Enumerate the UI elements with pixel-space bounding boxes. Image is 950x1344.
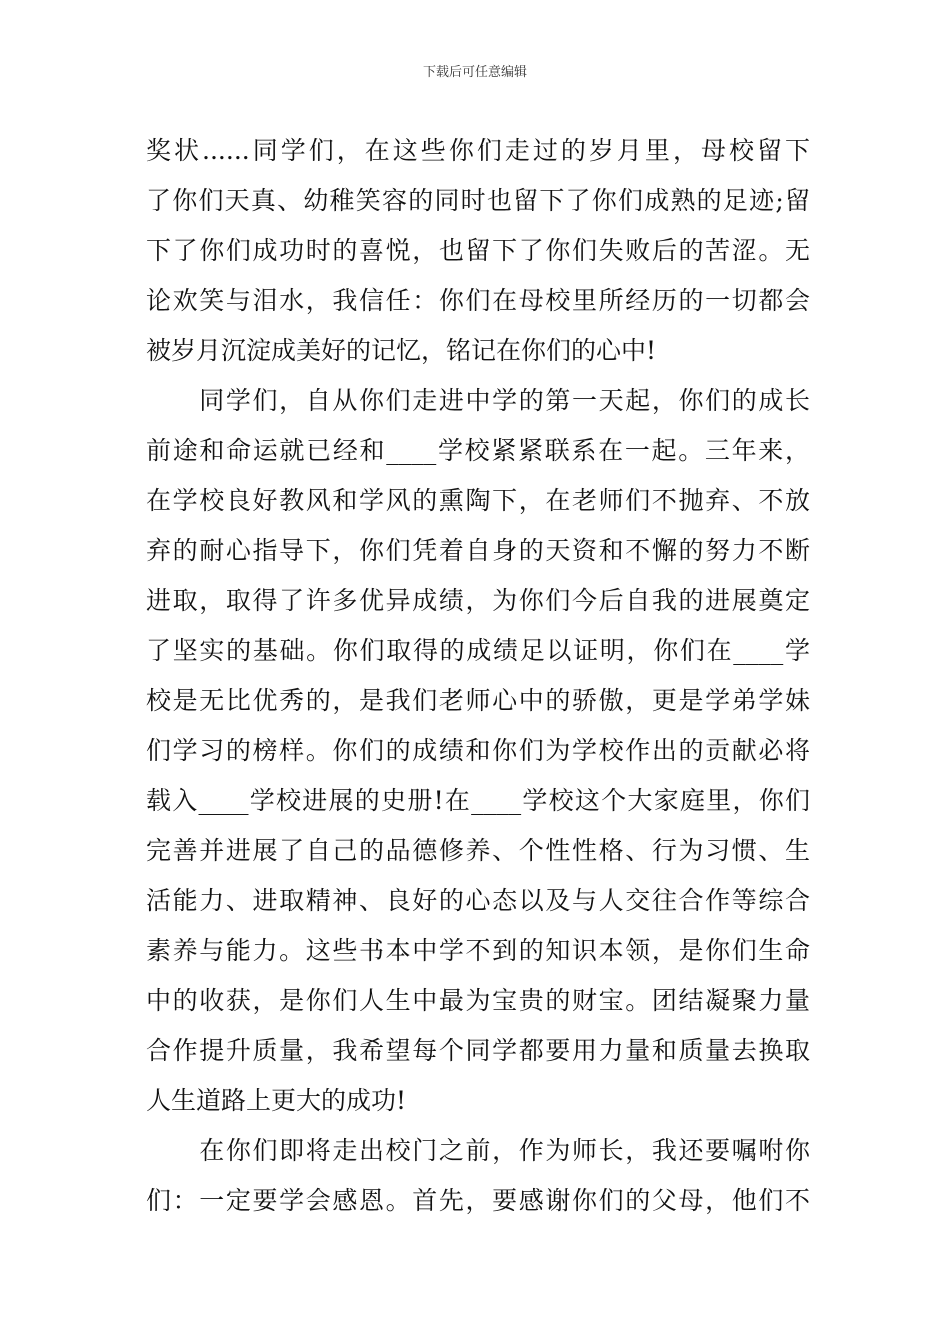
text-line: 完善并进展了自己的品德修养、个性性格、行为习惯、生 [146,836,810,865]
text-line: 下了你们成功时的喜悦，也留下了你们失败后的苦涩。无 [146,236,810,265]
text-line: 了坚实的基础。你们取得的成绩足以证明，你们在____学 [146,636,810,665]
text-line: 弃的耐心指导下，你们凭着自身的天资和不懈的努力不断 [146,536,810,565]
text-line: 合作提升质量，我希望每个同学都要用力量和质量去换取 [146,1036,810,1065]
text-line: 中的收获，是你们人生中最为宝贵的财宝。团结凝聚力量 [146,986,810,1015]
page-header: 下载后可任意编辑 [422,65,527,80]
text-line: 进取，取得了许多优异成绩，为你们今后自我的进展奠定 [146,586,810,615]
text-line: 同学们，自从你们走进中学的第一天起，你们的成长 [146,386,810,415]
text-line: 前途和命运就已经和____学校紧紧联系在一起。三年来， [146,436,810,465]
text-line: 人生道路上更大的成功! [146,1086,407,1115]
text-line: 论欢笑与泪水，我信任：你们在母校里所经历的一切都会 [146,286,810,315]
text-line: 素养与能力。这些书本中学不到的知识本领，是你们生命 [146,936,810,965]
text-line: 在你们即将走出校门之前，作为师长，我还要嘱咐你 [146,1136,810,1165]
text-line: 了你们天真、幼稚笑容的同时也留下了你们成熟的足迹;留 [146,186,810,215]
text-line: 活能力、进取精神、良好的心态以及与人交往合作等综合 [146,886,810,915]
text-line: 载入____学校进展的史册!在____学校这个大家庭里，你们 [146,786,810,815]
document-body [146,126,810,1226]
text-line: 们：一定要学会感恩。首先，要感谢你们的父母，他们不 [146,1186,810,1215]
text-line: 奖状......同学们，在这些你们走过的岁月里，母校留下 [146,136,810,165]
text-line: 被岁月沉淀成美好的记忆，铭记在你们的心中! [146,336,657,365]
text-line: 校是无比优秀的，是我们老师心中的骄傲，更是学弟学妹 [146,686,810,715]
text-line: 在学校良好教风和学风的熏陶下，在老师们不抛弃、不放 [146,486,810,515]
text-line: 们学习的榜样。你们的成绩和你们为学校作出的贡献必将 [146,736,810,765]
